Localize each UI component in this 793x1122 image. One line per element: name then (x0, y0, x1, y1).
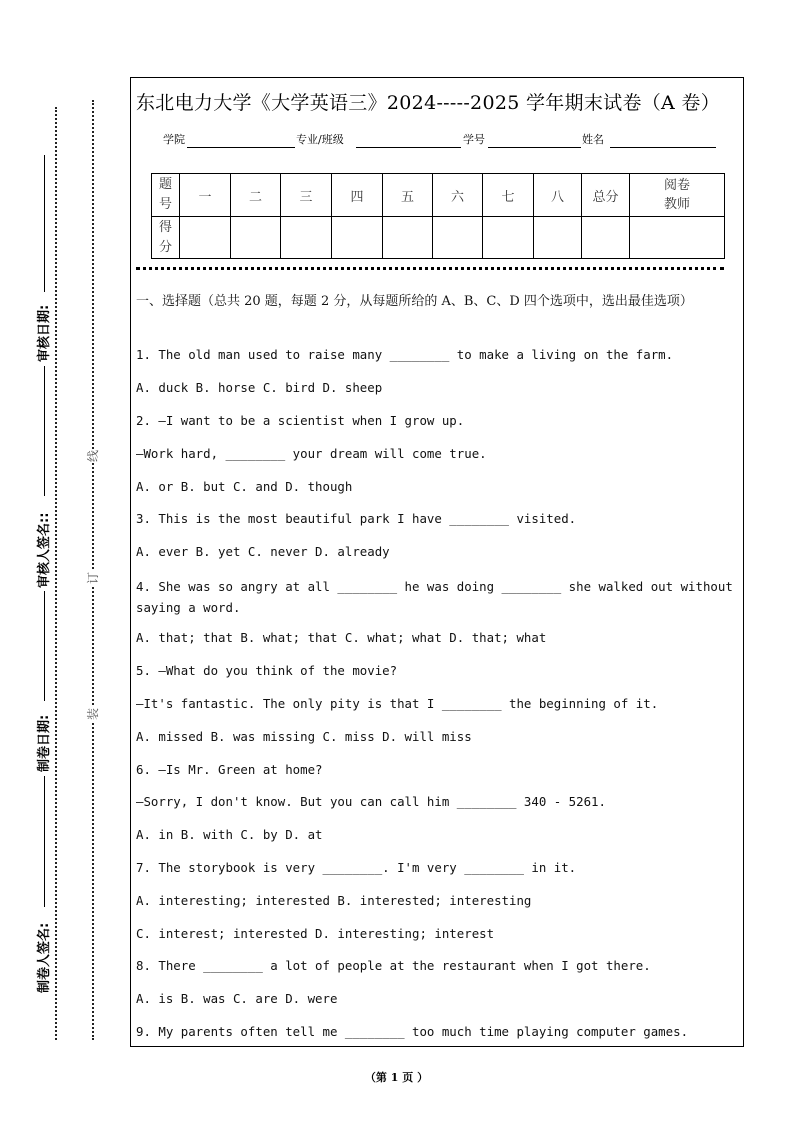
compiler-signature-label: 制卷人签名: (37, 922, 52, 993)
col-header: 二 (231, 174, 281, 217)
question-5: 5. —What do you think of the movie? (136, 663, 398, 678)
col-header: 五 (383, 174, 433, 217)
name-label: 姓名 (582, 133, 604, 146)
question-3: 3. This is the most beautiful park I have ________ visited. (136, 511, 577, 526)
signature-line (44, 776, 45, 907)
score-table-header-row (152, 174, 725, 217)
score-cell[interactable] (180, 217, 231, 259)
section-heading: 一、选择题（总共 20 题，每题 2 分，从每题所给的 A、B、C、D 四个选项中，选出最佳选项） (136, 294, 693, 309)
binding-dotted-line-inner (92, 100, 94, 1040)
binding-mark-zhuang: 装 (86, 708, 100, 721)
question-1: 1. The old man used to raise many ________ to make a living on the farm. (136, 347, 674, 362)
score-cell[interactable] (332, 217, 383, 259)
col-header: 三 (281, 174, 332, 217)
col-header: 七 (483, 174, 534, 217)
question-9: 9. My parents often tell me ________ too much time playing computer games. (136, 1024, 689, 1039)
section-divider (136, 267, 724, 270)
question-1-options: A. duck B. horse C. bird D. sheep (136, 380, 383, 395)
total-score-cell[interactable] (582, 217, 630, 259)
question-number-label: 题 号 (152, 174, 180, 217)
col-header: 一 (180, 174, 231, 217)
score-cell[interactable] (433, 217, 483, 259)
binding-dotted-line-outer (55, 107, 57, 1040)
question-4: 4. She was so angry at all ________ he was doing ________ she walked out without saying a word. (136, 579, 733, 615)
score-cell[interactable] (231, 217, 281, 259)
question-7: 7. The storybook is very ________. I'm very ________ in it. (136, 860, 577, 875)
question-5-line-2: —It's fantastic. The only pity is that I ________ the beginning of it. (136, 696, 659, 711)
grader-cell[interactable] (630, 217, 725, 259)
col-header: 六 (433, 174, 483, 217)
col-header: 四 (332, 174, 383, 217)
score-cell[interactable] (383, 217, 433, 259)
major-class-label: 专业/班级 (296, 133, 344, 146)
score-cell[interactable] (483, 217, 534, 259)
college-field[interactable] (187, 147, 295, 148)
major-class-field[interactable] (356, 147, 461, 148)
exam-title: 东北电力大学《大学英语三》2024-----2025 学年期末试卷（A 卷） (136, 92, 721, 114)
college-label: 学院 (163, 133, 185, 146)
score-cell[interactable] (534, 217, 582, 259)
signature-line (44, 366, 45, 496)
grader-col-header: 阅卷 教师 (630, 174, 725, 217)
question-7-options-2: C. interest; interested D. interesting; interest (136, 926, 495, 941)
page-number: （第 1 页 ） (364, 1071, 429, 1084)
student-id-label: 学号 (463, 133, 485, 146)
score-label: 得 分 (152, 217, 180, 259)
question-8: 8. There ________ a lot of people at the restaurant when I got there. (136, 958, 651, 973)
binding-mark-ding: 订 (86, 572, 100, 585)
question-6-line-2: —Sorry, I don't know. But you can call him ________ 340 - 5261. (136, 794, 606, 809)
review-date-label: 审核日期: (37, 304, 52, 362)
question-2: 2. —I want to be a scientist when I grow up. (136, 413, 465, 428)
score-table (151, 173, 725, 259)
question-6-options: A. in B. with C. by D. at (136, 827, 323, 842)
question-8-options: A. is B. was C. are D. were (136, 991, 338, 1006)
question-3-options: A. ever B. yet C. never D. already (136, 544, 390, 559)
question-4-options: A. that; that B. what; that C. what; what D. that; what (136, 630, 547, 645)
score-table-score-row (152, 217, 725, 259)
binding-mark-xian: 线 (86, 450, 100, 463)
question-7-options-1: A. interesting; interested B. interested; interesting (136, 893, 532, 908)
question-2-options: A. or B. but C. and D. though (136, 479, 353, 494)
student-id-field[interactable] (488, 147, 581, 148)
question-6: 6. —Is Mr. Green at home? (136, 762, 323, 777)
question-2-line-2: —Work hard, ________ your dream will come true. (136, 446, 487, 461)
signature-line (44, 155, 45, 292)
score-cell[interactable] (281, 217, 332, 259)
col-header: 总分 (582, 174, 630, 217)
signature-line (44, 591, 45, 701)
col-header: 八 (534, 174, 582, 217)
question-5-options: A. missed B. was missing C. miss D. will miss (136, 729, 472, 744)
name-field[interactable] (610, 147, 716, 148)
reviewer-signature-label: 审核人签名:: (37, 512, 52, 588)
compile-date-label: 制卷日期: (37, 714, 52, 772)
